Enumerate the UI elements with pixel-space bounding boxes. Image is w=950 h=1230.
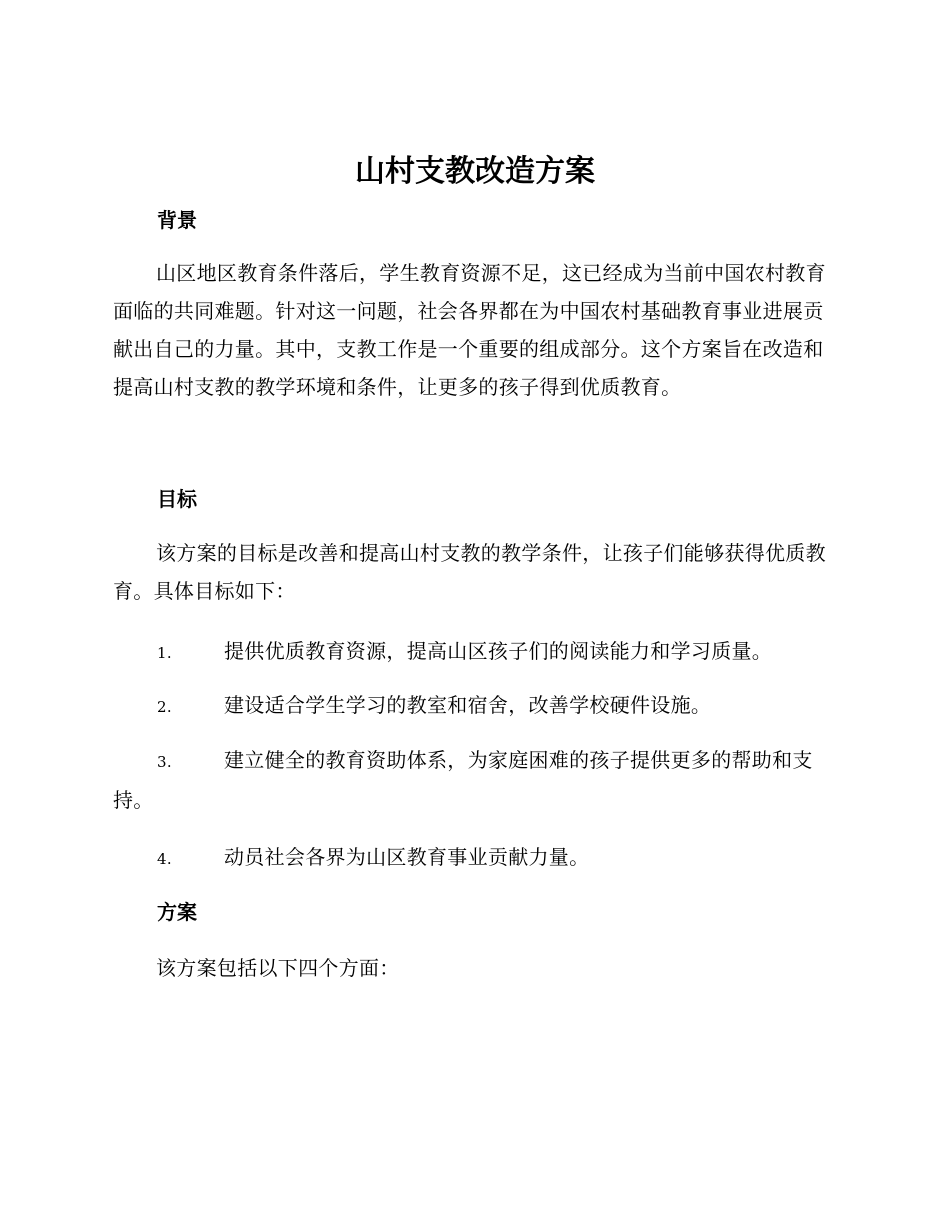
list-item-text: 建设适合学生学习的教室和宿舍，改善学校硬件设施。 [224, 693, 712, 717]
goals-paragraph: 该方案的目标是改善和提高山村支教的教学条件，让孩子们能够获得优质教育。具体目标如下： [113, 541, 826, 603]
goal-list-item-1 [113, 632, 835, 672]
section-heading-background: 背景 [157, 208, 197, 232]
plan-paragraph: 该方案包括以下四个方面： [156, 956, 400, 980]
goal-list-item-4 [113, 838, 835, 878]
list-item-text: 提供优质教育资源，提高山区孩子们的阅读能力和学习质量。 [224, 639, 773, 663]
section-heading-goals: 目标 [157, 487, 197, 511]
list-number: 1. [157, 644, 172, 662]
goal-list-item-2 [113, 686, 835, 726]
document-title: 山村支教改造方案 [355, 154, 595, 189]
background-paragraph: 山区地区教育条件落后，学生教育资源不足，这已经成为当前中国农村教育面临的共同难题。针对这一问题，社会各界都在为中国农村基础教育事业进展贡献出自己的力量。其中，支教工作是一个重要的组成部分。这个方案旨在改造和提高山村支教的教学环境和条件，让更多的孩子得到优质教育。 [113, 261, 826, 399]
list-number: 2. [157, 698, 172, 716]
list-number: 3. [157, 753, 172, 771]
list-item-text: 建立健全的教育资助体系，为家庭困难的孩子提供更多的帮助和支持。 [113, 748, 813, 812]
goal-list-item-3 [113, 741, 835, 819]
section-heading-plan: 方案 [157, 900, 197, 924]
list-item-text: 动员社会各界为山区教育事业贡献力量。 [224, 845, 590, 869]
list-number: 4. [157, 850, 172, 868]
